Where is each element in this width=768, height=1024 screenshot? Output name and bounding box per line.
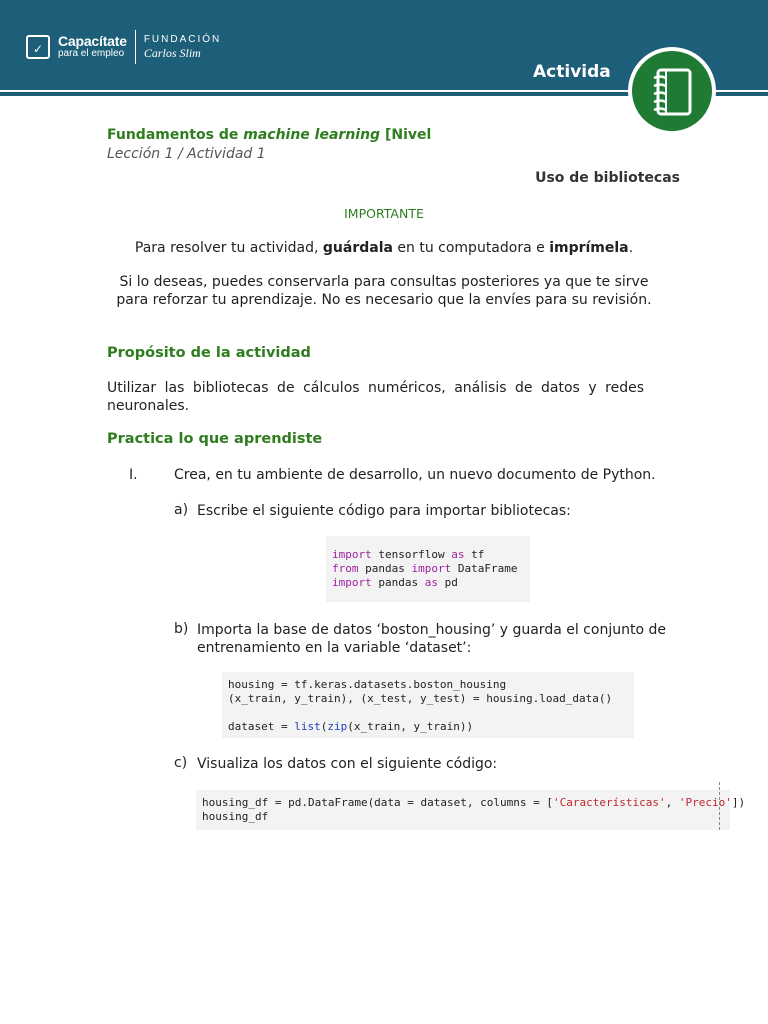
code-token: ,: [665, 796, 679, 809]
code-token: import: [332, 576, 372, 589]
purpose-heading: Propósito de la actividad: [107, 345, 311, 361]
code-token: 'Precio': [678, 796, 732, 809]
important-label: IMPORTANTE: [344, 206, 424, 221]
logo-text: [58, 34, 127, 60]
instructions-paragraph: [110, 239, 658, 257]
p1-d: imprímela: [549, 240, 629, 256]
code-token: (: [320, 720, 328, 733]
activity-badge: [628, 47, 716, 135]
code-token: dataset =: [228, 720, 295, 733]
code-token: 'Características': [553, 796, 666, 809]
code-line: housing = tf.keras.datasets.boston_housing: [228, 678, 507, 691]
code-token: pd: [437, 576, 458, 589]
sub-a-text: Escribe el siguiente código para importar bibliotecas:: [197, 503, 571, 519]
code-token: zip: [327, 720, 348, 733]
title-italic: machine learning: [243, 127, 381, 143]
doc-topic: Uso de bibliotecas: [535, 170, 680, 186]
logo-main: Capacítate: [58, 33, 127, 49]
p1-e: .: [628, 240, 634, 256]
code-token: from: [332, 562, 359, 575]
p1-c: en tu computadora e: [392, 240, 550, 256]
logo-sub: para el empleo: [58, 48, 125, 59]
code-token: as: [451, 548, 465, 561]
title-suffix: [Nivel: [380, 127, 432, 143]
note-paragraph: Si lo deseas, puedes conservarla para consultas posteriores ya que te sirve para reforzar tu aprendizaje. No es necesario que la envíes para su revisión.: [116, 274, 652, 308]
code-token: import: [411, 562, 452, 575]
step-text: Crea, en tu ambiente de desarrollo, un nuevo documento de Python.: [174, 467, 656, 483]
code-token: DataFrame: [451, 562, 518, 575]
code-line: (x_train, y_train), (x_test, y_test) = housing.load_data(): [228, 692, 613, 705]
foundation-top: FUNDACIÓN: [143, 34, 222, 45]
sub-a-letter: a): [174, 502, 189, 518]
title-prefix: Fundamentos de: [107, 127, 244, 143]
code-token: pandas: [371, 576, 425, 589]
foundation-logo: [144, 34, 221, 60]
code-token: tensorflow: [371, 548, 452, 561]
code-token: housing_df = pd.DataFrame(data = dataset, columns = [: [202, 796, 553, 809]
code-line: housing_df: [202, 810, 269, 823]
doc-subtitle: Lección 1 / Actividad 1: [107, 146, 266, 162]
notebook-icon: [650, 66, 696, 118]
code-token: as: [424, 576, 438, 589]
sub-c-text: Visualiza los datos con el siguiente código:: [197, 756, 498, 772]
code-token: ]): [731, 796, 746, 809]
sub-b-text: Importa la base de datos ‘boston_housing’ y guarda el conjunto de entrenamiento en la variable ‘dataset’:: [197, 622, 666, 656]
sub-b-letter: b): [174, 621, 189, 637]
p1-a: Para resolver tu actividad,: [134, 240, 323, 256]
logo-divider: [135, 30, 136, 64]
sub-c-letter: c): [174, 755, 188, 771]
brand-logo: [26, 30, 221, 64]
code-block-dataset: [222, 672, 634, 738]
code-token: pandas: [358, 562, 412, 575]
foundation-bottom: Carlos Slim: [143, 46, 201, 60]
doc-title: [107, 127, 431, 143]
code-token: (x_train, y_train)): [347, 720, 474, 733]
section-title: Activida: [533, 62, 611, 82]
code-block-dataframe: [196, 790, 746, 830]
p1-b: guárdala: [322, 240, 393, 256]
editor-guide-line: [719, 782, 720, 830]
step-number: I.: [129, 467, 138, 483]
badge-circle: [632, 51, 712, 131]
code-block-imports: [326, 536, 530, 602]
practice-heading: Practica lo que aprendiste: [107, 431, 323, 447]
purpose-text: Utilizar las bibliotecas de cálculos numéricos, análisis de datos y redes neuronales.: [107, 380, 644, 414]
code-token: import: [332, 548, 372, 561]
code-token: list: [294, 720, 321, 733]
code-token: tf: [464, 548, 485, 561]
checklist-icon: ✓: [26, 35, 50, 59]
